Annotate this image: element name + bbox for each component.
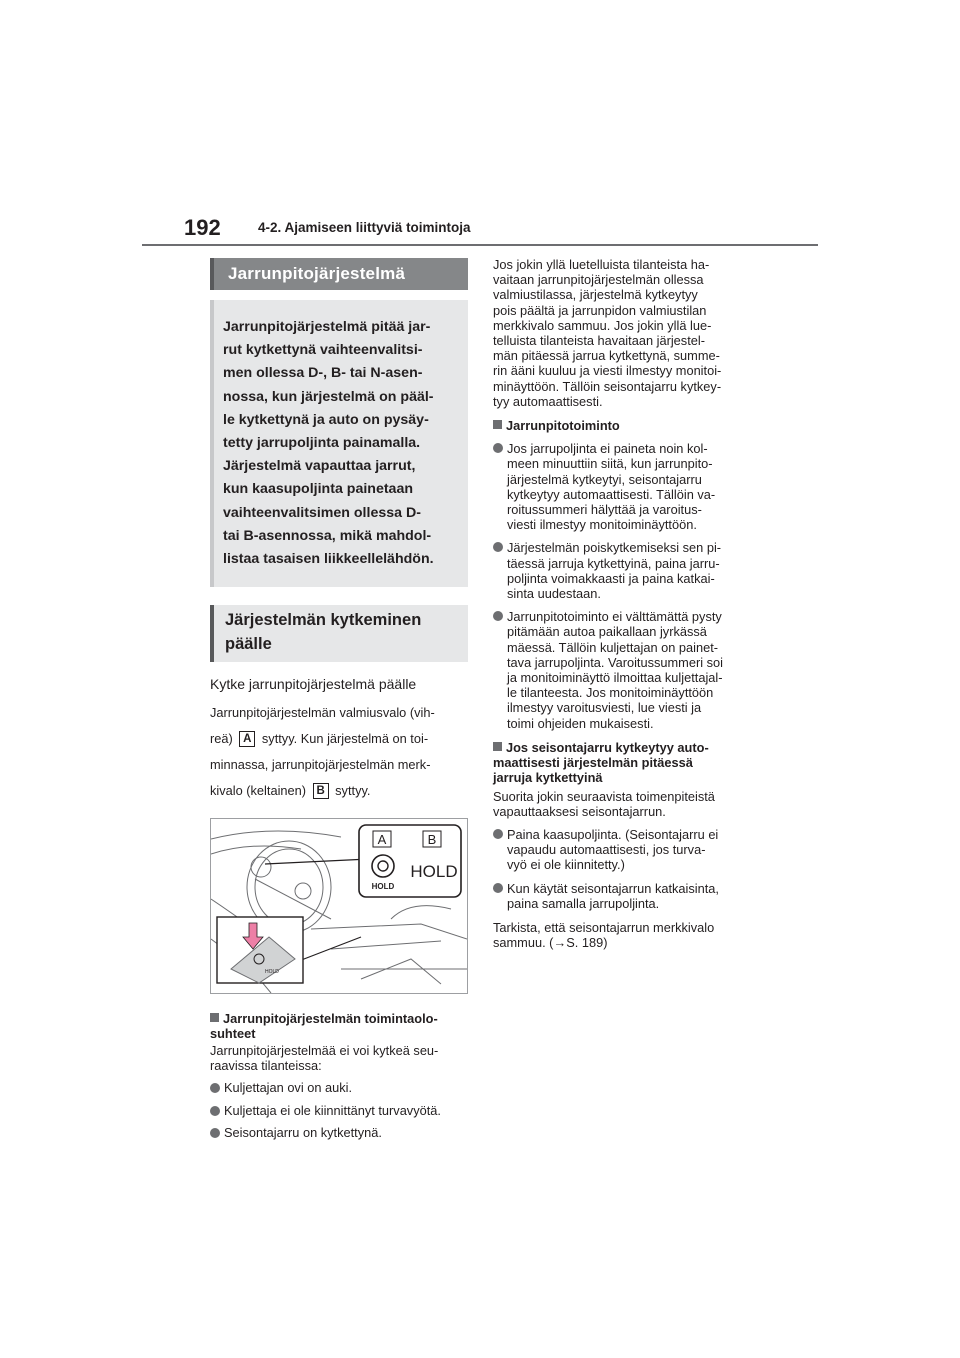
paragraph bbox=[493, 789, 758, 819]
intro-line: Järjestelmä vapauttaa jarrut, bbox=[223, 458, 416, 475]
text-line: telluista tilanteista havaitaan järjestel- bbox=[493, 333, 705, 349]
desc-line bbox=[210, 726, 468, 752]
dashboard-illustration bbox=[210, 818, 468, 994]
subsection-title-line2: päälle bbox=[225, 635, 272, 654]
list-item-line: Kun käytät seisontajarrun katkaisinta, bbox=[507, 880, 719, 896]
paragraph bbox=[493, 920, 758, 950]
list-item bbox=[210, 1104, 468, 1119]
text-line: tyy automaattisesti. bbox=[493, 393, 603, 409]
list-item-line: tava jarrupoljinta. Varoitussummeri soi bbox=[507, 654, 723, 670]
text-line: pois päältä ja jarrunpidon valmiustilan bbox=[493, 302, 707, 318]
list-item-line: le tilanteesta. Jos monitoiminäyttöön bbox=[507, 685, 714, 701]
bullet-icon bbox=[493, 829, 503, 839]
list-item-line: Paina kaasupoljinta. (Seisontajarru ei bbox=[507, 826, 719, 842]
list-item bbox=[493, 540, 758, 601]
list-item-line: sinta uudestaan. bbox=[507, 586, 601, 602]
heading-line: jarruja kytkettyinä bbox=[493, 770, 603, 786]
bullet-icon bbox=[210, 1106, 220, 1116]
bullet-icon bbox=[493, 443, 503, 453]
intro-line: listaa tasaisen liikkeellelähdön. bbox=[223, 551, 434, 568]
list-item-line: Järjestelmän poiskytkemiseksi sen pi- bbox=[507, 540, 722, 556]
heading-line: maattisesti järjestelmän pitäessä bbox=[493, 755, 693, 771]
sub-heading bbox=[493, 418, 758, 433]
square-bullet-icon bbox=[210, 1013, 219, 1022]
intro-line: kun kaasupoljinta painetaan bbox=[223, 481, 414, 498]
list-item-line: meen minuuttiin siitä, kun jarrunpito- bbox=[507, 456, 713, 472]
desc-text: reä) bbox=[210, 731, 233, 747]
text-line: merkkivalo sammuu. Jos jokin yllä lue- bbox=[493, 317, 712, 333]
list-item bbox=[493, 881, 758, 911]
section-title: 4-2. Ajamiseen liittyviä toimintoja bbox=[258, 220, 471, 235]
intro-line: rut kytkettynä vaihteenvalitsi- bbox=[223, 342, 423, 359]
list-item bbox=[493, 827, 758, 873]
desc-text: kivalo (keltainen) bbox=[210, 783, 307, 799]
text-line: Suorita jokin seuraavista toimenpiteistä bbox=[493, 788, 715, 804]
text-line: vapauttaaksesi seisontajarrun. bbox=[493, 803, 666, 819]
list-item-line: poljinta voimakkaasti ja paina katkai- bbox=[507, 570, 715, 586]
desc-text: syttyy. bbox=[335, 783, 371, 799]
text-line: sammuu. (→S. 189) bbox=[493, 935, 608, 951]
bullet-icon bbox=[493, 883, 503, 893]
list-item bbox=[493, 441, 758, 532]
list-item-line: viesti ilmestyy monitoiminäyttöön. bbox=[507, 517, 697, 533]
square-bullet-icon bbox=[493, 742, 502, 751]
list-item bbox=[210, 1081, 468, 1096]
callout-a: A bbox=[377, 832, 387, 848]
heading-line: Jos seisontajarru kytkeytyy auto- bbox=[507, 740, 758, 755]
list-item-line: roitussummeri hälyttää ja varoitus- bbox=[507, 502, 702, 518]
bullet-icon bbox=[493, 611, 503, 621]
hold-button-icon bbox=[372, 855, 394, 877]
square-bullet-icon bbox=[493, 420, 502, 429]
heading-line: suhteet bbox=[210, 1025, 256, 1041]
bullet-icon bbox=[210, 1128, 220, 1138]
intro-line: tai B-asennossa, mikä mahdol- bbox=[223, 527, 432, 544]
heading-text: Jarrunpitojärjestelmän toimintaolo- bbox=[223, 1011, 438, 1027]
list-item-line: paina samalla jarrupoljinta. bbox=[507, 895, 660, 911]
list-item-line: kytkeytyy automaattisesti. Tällöin va- bbox=[507, 486, 716, 502]
list-item-text: Kuljettajan ovi on auki. bbox=[224, 1080, 353, 1096]
step-heading: Kytke jarrunpitojärjestelmä päälle bbox=[210, 676, 417, 693]
conditions-para-line: raavissa tilanteissa: bbox=[210, 1057, 322, 1073]
list-item-line: ja monitoiminäyttö ilmoittaa kuljettajal- bbox=[507, 670, 723, 686]
heading-line: Jarrunpitotoiminto bbox=[507, 418, 758, 433]
box-title: Jarrunpitojärjestelmä bbox=[210, 258, 468, 290]
intro-box bbox=[210, 300, 468, 587]
list-item bbox=[493, 609, 758, 731]
intro-line: men ollessa D-, B- tai N-asen- bbox=[223, 365, 423, 382]
page-number: 192 bbox=[184, 215, 221, 240]
callout-b: B bbox=[427, 832, 437, 848]
text-line: Tarkista, että seisontajarrun merkkivalo bbox=[493, 919, 715, 935]
list-item-text: Kuljettaja ei ole kiinnittänyt turvavyötä. bbox=[224, 1102, 441, 1118]
right-column bbox=[493, 257, 758, 950]
list-item-line: pitämään autoa paikallaan jyrkässä bbox=[507, 624, 707, 640]
list-item-line: järjestelmä kytkeytyi, seisontajarru bbox=[507, 471, 702, 487]
hold-small-label: HOLD bbox=[371, 882, 395, 892]
switch-hold-text: HOLD bbox=[265, 969, 279, 976]
desc-line: minnassa, jarrunpitojärjestelmän merk- bbox=[210, 757, 431, 773]
list-item-line: Jarrunpitotoiminto ei välttämättä pysty bbox=[507, 609, 722, 625]
desc-line: Jarrunpitojärjestelmän valmiusvalo (vih- bbox=[210, 705, 435, 721]
desc-line bbox=[210, 778, 468, 804]
intro-line: vaihteenvalitsimen ollessa D- bbox=[223, 504, 421, 521]
label-b: B bbox=[313, 783, 329, 799]
list-item-line: täessä jarruja kytkettyinä, paina jarru- bbox=[507, 555, 720, 571]
intro-line: tetty jarrupoljinta painamalla. bbox=[223, 435, 421, 452]
text-line: minäyttöön. Tällöin seisontajarru kytkey- bbox=[493, 378, 722, 394]
subsection-title-line1: Järjestelmän kytkeminen bbox=[225, 611, 422, 630]
sub-heading bbox=[493, 740, 758, 786]
subsection-title bbox=[210, 605, 468, 662]
step-description bbox=[210, 700, 468, 804]
list-item bbox=[210, 1126, 468, 1141]
conditions-para-line: Jarrunpitojärjestelmää ei voi kytkeä seu- bbox=[210, 1043, 439, 1059]
label-a: A bbox=[239, 731, 255, 747]
bullet-icon bbox=[210, 1083, 220, 1093]
list-item-line: Jos jarrupoljinta ei paineta noin kol- bbox=[507, 441, 708, 457]
intro-line: le kytkettynä ja auto on pysäy- bbox=[223, 411, 429, 428]
list-item-line: vapaudu automaattisesti, jos turva- bbox=[507, 842, 706, 858]
heading-line bbox=[224, 1012, 468, 1027]
list-item-line: vyö ei ole kiinnitetty.) bbox=[507, 857, 625, 873]
desc-text: syttyy. Kun järjestelmä on toi- bbox=[261, 731, 429, 747]
bullet-icon bbox=[493, 542, 503, 552]
text-line: män pitäessä jarrua kytkettynä, summe- bbox=[493, 348, 720, 364]
conditions-heading bbox=[210, 1012, 468, 1041]
list-item-text: Seisontajarru on kytkettynä. bbox=[224, 1125, 382, 1141]
text-line: valmiustilassa, järjestelmä kytkeytyy bbox=[493, 287, 698, 303]
left-column bbox=[210, 258, 468, 1141]
header-rule bbox=[142, 244, 818, 246]
hold-indicator-label: HOLD bbox=[410, 862, 458, 882]
text-line: vaitaan jarrunpitojärjestelmän ollessa bbox=[493, 272, 704, 288]
intro-line: Jarrunpitojärjestelmä pitää jar- bbox=[223, 319, 431, 335]
list-item-line: toimi ohjeiden mukaisesti. bbox=[507, 715, 654, 731]
text-line: Jos jokin yllä luetelluista tilanteista ha- bbox=[493, 257, 710, 272]
paragraph bbox=[493, 257, 758, 409]
dashboard-drawing bbox=[211, 819, 467, 993]
conditions-section bbox=[210, 1012, 468, 1141]
list-item-line: mäessä. Tällöin kuljettajan on painet- bbox=[507, 639, 719, 655]
text-line: rin ääni kuuluu ja viesti ilmestyy monitoi- bbox=[493, 363, 722, 379]
intro-line: nossa, kun järjestelmä on pääl- bbox=[223, 388, 434, 405]
list-item-line: ilmestyy varoitusviesti, lue viesti ja bbox=[507, 700, 702, 716]
